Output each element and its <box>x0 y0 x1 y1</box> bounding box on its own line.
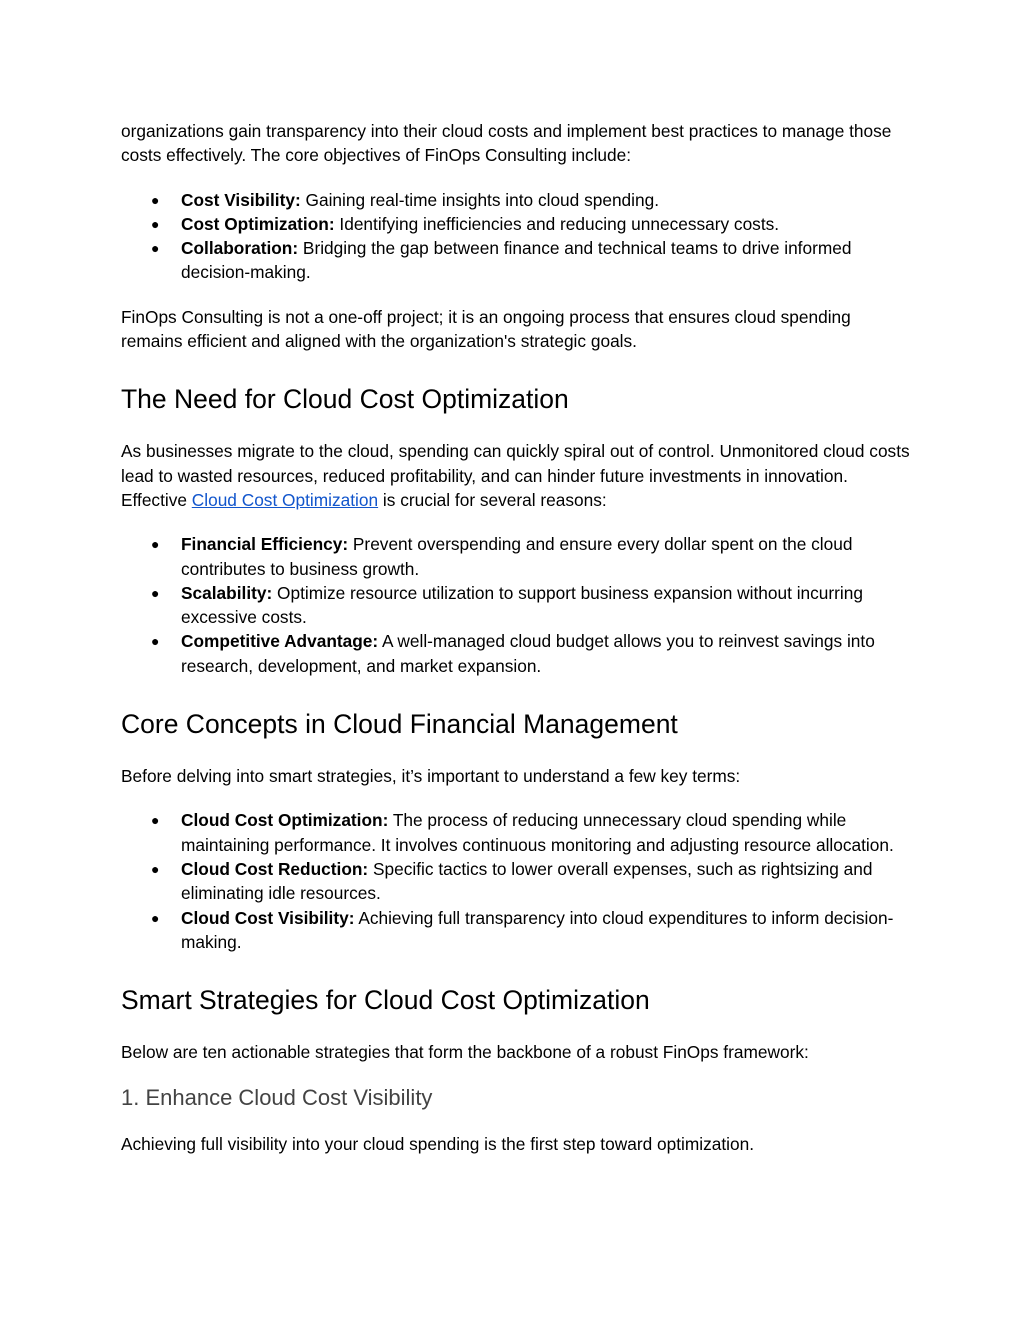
list-item-term: Cost Visibility: <box>181 189 301 210</box>
need-text-before-link: As businesses migrate to the cloud, spending can quickly spiral out of control. Unmonitored cloud costs lead to wasted resources, reduced profitability, and can hinder future investments in innovation. Effective <box>121 441 910 510</box>
list-item-term: Scalability: <box>181 582 273 603</box>
list-item <box>121 906 911 955</box>
list-item <box>121 212 911 236</box>
list-item-text: Prevent overspending and ensure every dollar spent on the cloud contributes to business growth. <box>181 534 853 579</box>
list-item-text: The process of reducing unnecessary cloud spending while maintaining performance. It involves continuous monitoring and adjusting resource allocation. <box>181 810 894 855</box>
section-heading-concepts: Core Concepts in Cloud Financial Management <box>121 709 678 740</box>
intro-closing-paragraph: FinOps Consulting is not a one-off project; it is an ongoing process that ensures cloud spending remains efficient and aligned with the organization's strategic goals. <box>121 306 851 352</box>
bullet-icon: ● <box>151 812 160 829</box>
list-item-text: Bridging the gap between finance and technical teams to drive informed decision-making. <box>181 238 852 283</box>
list-item-term: Financial Efficiency: <box>181 534 349 555</box>
concepts-paragraph: Before delving into smart strategies, it’s important to understand a few key terms: <box>121 766 741 787</box>
intro-paragraph: organizations gain transparency into their cloud costs and implement best practices to manage those costs effectively. The core objectives of FinOps Consulting include: <box>121 121 892 166</box>
list-item <box>121 857 911 906</box>
bullet-icon: ● <box>151 215 160 232</box>
list-item-text: Achieving full transparency into cloud expenditures to inform decision-making. <box>181 907 894 952</box>
objectives-list <box>121 188 911 285</box>
subheading-visibility: 1. Enhance Cloud Cost Visibility <box>121 1085 433 1111</box>
list-item-text: Identifying inefficiencies and reducing unnecessary costs. <box>334 213 780 234</box>
list-item-term: Competitive Advantage: <box>181 631 379 652</box>
section-heading-need: The Need for Cloud Cost Optimization <box>121 384 569 415</box>
list-item <box>121 188 911 212</box>
list-item-term: Cloud Cost Visibility: <box>181 907 355 928</box>
cloud-cost-optimization-link[interactable]: Cloud Cost Optimization <box>191 489 379 510</box>
need-text-after-link: is crucial for several reasons: <box>378 489 607 510</box>
bullet-icon: ● <box>151 633 160 650</box>
need-paragraph <box>121 439 911 512</box>
bullet-icon: ● <box>151 584 160 601</box>
list-item-term: Cloud Cost Optimization: <box>181 810 389 831</box>
bullet-icon: ● <box>151 860 160 877</box>
list-item-text: Specific tactics to lower overall expenses, such as rightsizing and eliminating idle resources. <box>181 858 873 904</box>
document-page <box>121 119 911 1157</box>
bullet-icon: ● <box>151 536 160 553</box>
list-item <box>121 808 911 857</box>
list-item-term: Cloud Cost Reduction: <box>181 858 369 879</box>
concepts-list <box>121 808 911 954</box>
list-item <box>121 581 911 630</box>
list-item <box>121 629 911 678</box>
list-item-term: Cost Optimization: <box>181 213 335 234</box>
list-item-text: A well-managed cloud budget allows you to reinvest savings into research, development, and market expansion. <box>181 631 875 676</box>
list-item <box>121 532 911 581</box>
visibility-paragraph: Achieving full visibility into your cloud spending is the first step toward optimization. <box>121 1134 754 1155</box>
list-item-term: Collaboration: <box>181 238 299 259</box>
list-item-text: Optimize resource utilization to support business expansion without incurring excessive costs. <box>181 582 863 628</box>
list-item-text: Gaining real-time insights into cloud spending. <box>300 189 660 210</box>
list-item <box>121 236 911 285</box>
bullet-icon: ● <box>151 909 160 926</box>
section-heading-strategies: Smart Strategies for Cloud Cost Optimization <box>121 985 650 1016</box>
strategies-paragraph: Below are ten actionable strategies that form the backbone of a robust FinOps framework: <box>121 1042 809 1063</box>
need-reasons-list <box>121 532 911 678</box>
bullet-icon: ● <box>151 240 160 257</box>
bullet-icon: ● <box>151 191 160 208</box>
